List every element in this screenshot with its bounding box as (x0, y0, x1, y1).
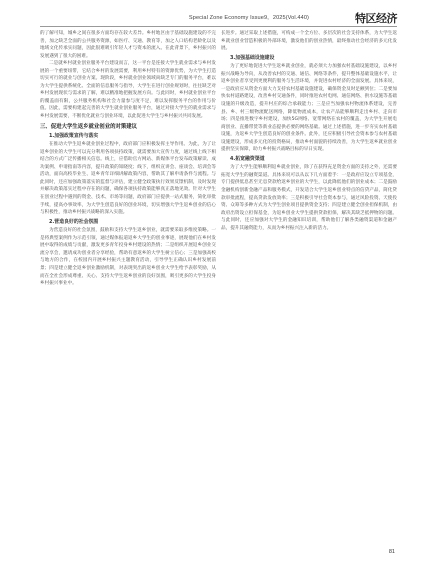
right-text-column (221, 30, 397, 232)
subsection-heading: 1.加强政策宣传与落实 (49, 132, 99, 139)
body-paragraph: 二是就乡村就业创业服务平台建设而言，这一平台是连接大学生就业需求与乡村发展的一个重要纽带，它结合乡村的发展需要，利用乡村特有的资源优势，为大学生打造切实可行的就业与创业方案。现阶段，乡村就业创业领域尚缺乏专门的服务平台，难以为大学生提供系统化、全面的信息服务与指导，大学生在进行创业规划时，往往缺乏对乡村发展现状与需求的了解，难以精准地把握发展方向。与此同时，乡村就业创业平台的覆盖面有限，公共服务机构和社会力量参与度不足，难以发挥服务平台的作用与价值。因此，需要构建起完善的大学生就业创业服务平台，通过对接大学生的就业需求与乡村发展需要，不断优化就业与创业环境，以此促进大学生与乡村振兴共同发展。 (40, 61, 216, 120)
left-text-column (40, 30, 216, 288)
body-paragraph: 的了解可知，城乡之间在很多方面均存在较大差异。乡村地区由于基础设施建设的不完善，加之缺乏全面的公共服务资源，如医疗、交通、教育等，加之人口结构老龄化以及地域文化传承实问题，因此很难吸引年轻人才与资本的流入。在此背景下，乡村振兴的发展遇到了很大的困难。 (40, 31, 216, 59)
subsection-heading: 3.加强基础设施建设 (230, 54, 275, 61)
subsection-heading: 4.拓宽融资渠道 (230, 155, 265, 162)
body-paragraph: 为了大学生能够顺利返乡就业创业，除了在获得充足资金方面的支持之外，还需要拓宽大学生的融资渠道。具体来说可以从以下几方面着手：一是政府应设立专项基金，专门提供低息甚至无息贷款给返乡创业的大学生，以此降低他们的创业成本；二是鼓励金融机构创新金融产品和服务模式，开发适合大学生返乡创业特点的信贷产品，简化贷款审批流程，提高贷款发放效率；三是积极引导社会资本参与，通过风险投资、天使投资、众筹等多种方式为大学生创业项目提供资金支持；四是建立健全创业担保机制，由政府出资设立担保基金，为返乡创业大学生提供贷款担保，解决其缺乏抵押物的问题。与此同时，还应加强对大学生的金融知识培训，帮助他们了解各类融资渠道和金融产品，提升其融资能力，从而为乡村振兴注入新的活力。 (221, 165, 397, 231)
body-paragraph: 为营造良好的社会氛围，鼓励和支持大学生返乡创业，就需要采取多维度策略。一是将典型案例作为示范引领，通过媒体报道返乡大学生的创业事迹，展现他们在乡村发展中取得的成绩与贡献，激发更多青年投身乡村建设的热情；二是组织开展返乡创业交流分享会，邀请成功创业者分享经验，帮助有意返乡的大学生树立信心；三是加强高校与地方的合作，在校园内开展乡村振兴主题教育活动，引导学生正确认识乡村发展前景；四是建立健全返乡创业激励机制，对表现突出的返乡创业大学生给予表彰奖励，从而在全社会形成尊重、关心、支持大学生返乡创业的良好氛围，吸引更多的大学生投身乡村振兴事业中。 (40, 228, 216, 287)
section-heading: 三、促进大学生返乡就业创业的对策建议 (40, 123, 138, 130)
header-divider (40, 26, 397, 27)
body-paragraph: 在推动大学生返乡就业创业过程中，政府部门应积极发挥主导作用。为此，为了让返乡创业的大学生可以充分利用各项扶持政策，就需要加大宣传力度，通过线上线下相结合的方式广泛传播相关信息。线上，应借助官方网站、新媒体平台发布政策解读、成功案例、申请指南等内容，提升政策的知晓度；线下，组织宣讲会、座谈会、培训会等活动，面向高校毕业生、返乡青年详细讲解政策内容，帮助其了解申请条件与流程。与此同时，还应加强政策落实的监督与评估，建立健全政策执行效果反馈机制，及时发现并解决政策落实过程中存在的问题，确保各项扶持政策能够真正落地见效。针对大学生在创业过程中遇到的资金、技术、市场等问题，政府部门应提供一站式服务，简化审批手续，提高办事效率，为大学生创造良好的创业环境，切实增强大学生返乡创业的信心与积极性，推动乡村振兴战略的深入实施。 (40, 142, 216, 216)
body-paragraph: 长进步。通过采取上述措施，可构成一个全方位、多层次的社会支持体系，为大学生返乡就业创业营造积极的外部环境，激发他们的创业热情，最终推动社会经济的多元化发展。 (221, 31, 397, 52)
subsection-heading: 2.营造良好的社会氛围 (49, 218, 99, 225)
body-paragraph: 为了更好地促进大学生返乡就业创业，就必须大力加强农村基础设施建设，以乡村振兴战略为导向，从改善农村的交通、通信、网络等条件，提升整体基础设施水平，让返乡创业者享受到更便利的服务与生活环境，并促进农村经济的全面发展。具体来说，一是政府应从资金方面大力支持农村基础设施建设，确保资金及时足额到位；二是要加快农村道路建设，改善乡村交通条件，同时推进农村电网、通信网络、供水设施等基础设施的升级改造，提升村庄的综合承载能力；三是应当加强农村物流体系建设，完善县、乡、村三级物流配送网络，降低物流成本，让农产品能够顺利走出乡村、走向市场；四是推进数字乡村建设，加快5G网络、宽带网络在农村的覆盖，为大学生开展电商创业、直播带货等新业态提供必要的网络基础。通过上述措施，进一步夯实农村基础设施，为返乡大学生创造良好的创业条件。此外，还应积极引导社会资本参与农村基础设施建设，形成多元化的投资格局，推动乡村面貌的持续改善，为大学生返乡就业创业提供坚实保障，助力乡村振兴战略目标的早日实现。 (221, 64, 397, 153)
page-number: 81 (388, 549, 395, 555)
journal-logo: 特区经济 (355, 12, 397, 25)
journal-issue-label: Special Zone Economy Issue9，2025(Vol.440) (188, 15, 309, 21)
